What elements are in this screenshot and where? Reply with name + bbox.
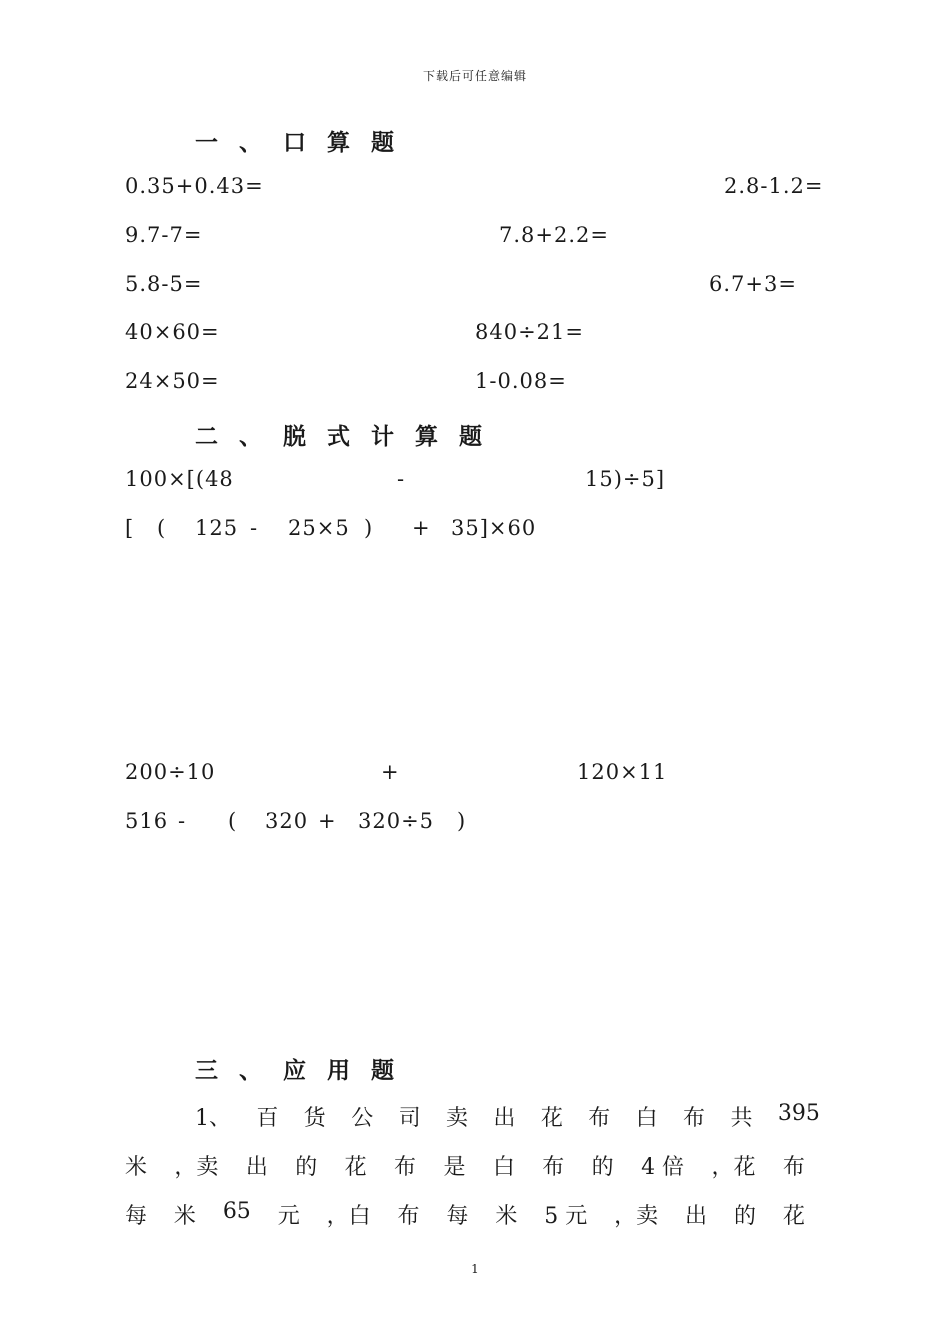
expr4-part-2: - xyxy=(178,809,187,833)
word: 米 xyxy=(173,1204,196,1229)
word: 布 xyxy=(394,1155,417,1180)
oral-item-7: 40×60= xyxy=(125,320,220,344)
expr1-part-3: 15)÷5] xyxy=(585,467,666,491)
word: 花 xyxy=(540,1106,563,1131)
expr1-part-2: - xyxy=(397,467,406,491)
expr2-part-3: 125 xyxy=(195,516,239,540)
word: 布 xyxy=(782,1155,805,1180)
expr2-part-8: 35]×60 xyxy=(451,516,537,540)
expr1-part-1: 100×[(48 xyxy=(125,467,234,491)
problem-1-line-2 xyxy=(125,1150,805,1181)
word: 米 xyxy=(495,1204,518,1229)
word: 司 xyxy=(398,1106,421,1131)
section-title-stepwise: 二、脱式计算题 xyxy=(195,424,503,450)
word: 元 xyxy=(277,1204,300,1229)
section-title-word-problems: 三、应用题 xyxy=(195,1058,415,1084)
page-header: 下载后可任意编辑 xyxy=(422,69,527,83)
expr2-part-2: ( xyxy=(157,516,167,540)
expr4-part-5: + xyxy=(318,809,337,833)
expr4-part-6: 320÷5 xyxy=(358,809,435,833)
word: 公 xyxy=(351,1106,374,1131)
problem-1-line-1 xyxy=(195,1101,820,1132)
expr3-part-3: 120×11 xyxy=(577,760,668,784)
word: 的 xyxy=(591,1155,614,1180)
oral-item-5: 5.8-5= xyxy=(125,272,203,296)
word: 每 xyxy=(446,1204,469,1229)
oral-item-9: 24×50= xyxy=(125,369,220,393)
word: 布 xyxy=(683,1106,706,1131)
word: ，卖 xyxy=(174,1155,219,1180)
oral-item-4: 7.8+2.2= xyxy=(499,223,609,247)
word: 白 xyxy=(635,1106,658,1131)
expr2-part-6: ) xyxy=(364,516,374,540)
word: 百 xyxy=(256,1106,279,1131)
word: ，花 xyxy=(711,1155,756,1180)
word: 布 xyxy=(588,1106,611,1131)
word: 白 xyxy=(492,1155,515,1180)
expr2-part-1: [ xyxy=(125,516,135,540)
word: 共 xyxy=(730,1106,753,1131)
word: 出 xyxy=(493,1106,516,1131)
problem-1-line-3 xyxy=(125,1199,805,1230)
oral-item-2: 2.8-1.2= xyxy=(724,174,824,198)
word: 的 xyxy=(733,1204,756,1229)
expr4-part-7: ) xyxy=(457,809,467,833)
word: 的 xyxy=(295,1155,318,1180)
word: 布 xyxy=(397,1204,420,1229)
word: 395 xyxy=(777,1101,820,1126)
word: 65 xyxy=(222,1199,251,1224)
word: 4 倍 xyxy=(641,1155,685,1180)
word: 布 xyxy=(542,1155,565,1180)
word: 卖 xyxy=(446,1106,469,1131)
word: ，卖 xyxy=(614,1204,659,1229)
expr2-part-7: + xyxy=(412,516,431,540)
expr3-part-1: 200÷10 xyxy=(125,760,216,784)
word: 花 xyxy=(344,1155,367,1180)
oral-item-8: 840÷21= xyxy=(475,320,584,344)
expr4-part-1: 516 xyxy=(125,809,169,833)
oral-item-10: 1-0.08= xyxy=(475,369,567,393)
oral-item-6: 6.7+3= xyxy=(709,272,797,296)
word: 1、 xyxy=(195,1106,231,1131)
section-title-oral: 一、口算题 xyxy=(195,130,415,156)
word: 米 xyxy=(125,1155,148,1180)
word: 5 元 xyxy=(544,1204,588,1229)
word: ，白 xyxy=(326,1204,371,1229)
word: 每 xyxy=(125,1204,148,1229)
expr3-part-2: + xyxy=(381,760,400,784)
word: 花 xyxy=(782,1204,805,1229)
word: 是 xyxy=(443,1155,466,1180)
word: 出 xyxy=(245,1155,268,1180)
page-number: 1 xyxy=(471,1262,479,1276)
expr4-part-4: 320 xyxy=(265,809,309,833)
expr2-part-4: - xyxy=(250,516,259,540)
word: 出 xyxy=(685,1204,708,1229)
expr4-part-3: ( xyxy=(228,809,238,833)
oral-item-3: 9.7-7= xyxy=(125,223,203,247)
word: 货 xyxy=(303,1106,326,1131)
oral-item-1: 0.35+0.43= xyxy=(125,174,264,198)
expr2-part-5: 25×5 xyxy=(288,516,350,540)
